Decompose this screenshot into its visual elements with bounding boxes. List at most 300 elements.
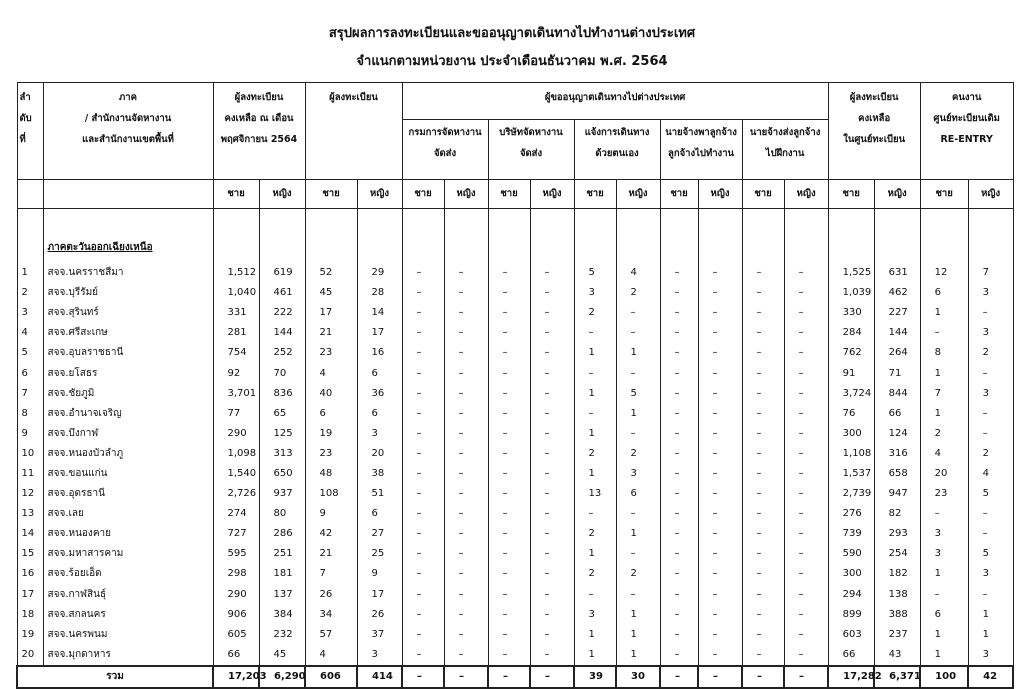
cell-value: – [698,404,742,424]
cell-value: 3 [920,524,968,544]
cell-value: 23 [920,484,968,504]
cell-value: 6 [616,484,660,504]
header-dept-line2: จัดส่ง [433,148,457,160]
cell-value: – [530,585,574,605]
cell-value: – [742,585,784,605]
cell-value: 181 [259,564,305,584]
cell-value: – [660,363,698,383]
cell-value: 45 [305,283,357,303]
row-number: 10 [17,444,43,464]
cell-value: – [784,625,828,645]
total-value: 17,203 [213,666,259,688]
cell-value: – [742,544,784,564]
cell-value: – [488,404,530,424]
cell-value: 2 [574,303,616,323]
cell-value: – [742,464,784,484]
cell-value: 1,039 [828,283,874,303]
cell-value: – [784,283,828,303]
cell-value: – [444,263,488,283]
cell-value: – [444,323,488,343]
cell-value: – [968,303,1013,323]
header-male: ชาย [305,180,357,209]
cell-value: 3 [574,283,616,303]
cell-value: – [488,343,530,363]
row-number: 19 [17,625,43,645]
cell-value: – [530,343,574,363]
header-empl-send-line1: นายจ้างส่งลูกจ้าง [749,127,821,139]
cell-value: 1,098 [213,444,259,464]
cell-value: – [742,343,784,363]
table-row [17,384,1013,404]
office-name: สจจ.อุดรธานี [43,484,213,504]
cell-value: 138 [874,585,920,605]
cell-value: 12 [920,263,968,283]
cell-value: 1,525 [828,263,874,283]
cell-value: 66 [213,645,259,666]
cell-value: – [660,384,698,404]
cell-value: 26 [305,585,357,605]
cell-value: – [402,585,444,605]
table-row [17,444,1013,464]
total-value: – [698,666,742,688]
cell-value: – [488,303,530,323]
cell-value: 281 [213,323,259,343]
cell-value: 4 [616,263,660,283]
row-number: 12 [17,484,43,504]
header-female: หญิง [444,180,488,209]
header-female: หญิง [259,180,305,209]
cell-value: 294 [828,585,874,605]
table-body [17,209,1013,666]
cell-value: 330 [828,303,874,323]
header-remaining-line3: พฤศจิกายน 2564 [220,134,298,145]
header-remaining-line2: คงเหลือ ณ เดือน [224,113,294,124]
cell-value: 7 [968,263,1013,283]
cell-value: – [920,323,968,343]
cell-value: 45 [259,645,305,666]
cell-value: – [698,343,742,363]
cell-value: 461 [259,283,305,303]
header-reentry [920,83,1013,180]
cell-value: – [660,404,698,424]
cell-value: – [742,504,784,524]
cell-value: – [742,303,784,323]
cell-value: – [660,625,698,645]
header-no-line3: ที่ [19,134,26,145]
cell-value: 9 [305,504,357,524]
header-female: หญิง [698,180,742,209]
cell-value: 5 [968,484,1013,504]
cell-value: 899 [828,605,874,625]
cell-value: – [784,504,828,524]
table-row [17,484,1013,504]
header-region-line1: ภาค [119,92,137,103]
cell-value: – [444,564,488,584]
cell-value: 21 [305,544,357,564]
cell-value: 1 [574,464,616,484]
cell-value: 6 [920,605,968,625]
cell-value: 4 [305,645,357,666]
cell-value: – [530,544,574,564]
cell-value: 1 [574,343,616,363]
cell-value: – [402,544,444,564]
cell-value: 264 [874,343,920,363]
cell-value: – [530,645,574,666]
header-empl-send-line2: ไปฝึกงาน [765,148,805,160]
cell-value: – [444,384,488,404]
cell-value: – [488,564,530,584]
cell-value: 21 [305,323,357,343]
cell-value: 388 [874,605,920,625]
cell-value: – [660,605,698,625]
cell-value: 754 [213,343,259,363]
cell-value: 298 [213,564,259,584]
cell-value: – [742,444,784,464]
sex-header-row [17,180,1013,209]
cell-value: 6 [357,404,402,424]
cell-value: 1 [616,645,660,666]
office-name: สจจ.มหาสารคาม [43,544,213,564]
cell-value: – [402,645,444,666]
cell-value: – [444,283,488,303]
header-female: หญิง [357,180,402,209]
header-remaining-center [828,83,920,180]
office-name: สจจ.เลย [43,504,213,524]
cell-value: – [574,585,616,605]
header-empl-take-line2: ลูกจ้างไปทำงาน [668,148,735,160]
cell-value: 1 [616,605,660,625]
total-value: 17,282 [828,666,874,688]
cell-value: – [444,524,488,544]
cell-value: 2,726 [213,484,259,504]
row-number: 7 [17,384,43,404]
header-male: ชาย [488,180,530,209]
cell-value: – [698,303,742,323]
total-value: – [784,666,828,688]
cell-value: 7 [920,384,968,404]
cell-value: – [488,625,530,645]
cell-value: 276 [828,504,874,524]
cell-value: – [530,444,574,464]
office-name: สจจ.ร้อยเอ็ด [43,564,213,584]
cell-value: – [742,283,784,303]
cell-value: 1 [574,645,616,666]
cell-value: 605 [213,625,259,645]
cell-value: – [660,323,698,343]
registration-table [16,82,1014,689]
header-region [43,83,213,180]
table-row [17,424,1013,444]
cell-value: – [968,404,1013,424]
row-number: 17 [17,585,43,605]
cell-value: – [444,605,488,625]
cell-value: – [698,323,742,343]
cell-value: – [742,263,784,283]
cell-value: – [488,424,530,444]
table-row [17,544,1013,564]
header-registered-label: ผู้ลงทะเบียน [329,92,378,103]
header-blank [17,180,43,209]
cell-value: – [488,363,530,383]
cell-value: – [488,464,530,484]
cell-value: – [530,464,574,484]
row-number: 11 [17,464,43,484]
cell-value: – [402,464,444,484]
cell-value: 52 [305,263,357,283]
cell-value: – [698,484,742,504]
cell-value: – [784,524,828,544]
cell-value: 3,724 [828,384,874,404]
cell-value: 1 [574,544,616,564]
cell-value: – [784,303,828,323]
table-row [17,625,1013,645]
cell-value: 108 [305,484,357,504]
cell-value: 232 [259,625,305,645]
cell-value: – [784,645,828,666]
cell-value: 300 [828,564,874,584]
cell-value: 6 [920,283,968,303]
header-company-send [488,120,574,180]
cell-value: – [530,384,574,404]
cell-value: – [530,263,574,283]
total-value: 6,371 [874,666,920,688]
cell-value: 16 [357,343,402,363]
cell-value: 619 [259,263,305,283]
office-name: สจจ.บุรีรัมย์ [43,283,213,303]
office-name: สจจ.อุบลราชธานี [43,343,213,363]
cell-value: – [742,323,784,343]
report-title: สรุปผลการลงทะเบียนและขออนุญาตเดินทางไปทำงานต่างประเทศ [328,26,696,41]
row-number: 8 [17,404,43,424]
cell-value: – [698,464,742,484]
table-row [17,363,1013,383]
cell-value: 1 [616,524,660,544]
row-number: 6 [17,363,43,383]
office-name: สจจ.สกลนคร [43,605,213,625]
cell-value: – [616,544,660,564]
cell-value: 331 [213,303,259,323]
cell-value: – [530,363,574,383]
cell-value: 27 [357,524,402,544]
cell-value: 82 [874,504,920,524]
cell-value: 3 [968,283,1013,303]
cell-value: – [444,303,488,323]
table-row [17,564,1013,584]
cell-value: 274 [213,504,259,524]
cell-value: – [530,424,574,444]
header-no-line2: ดับ [19,113,32,124]
cell-value: 65 [259,404,305,424]
cell-value: – [784,544,828,564]
table-row [17,585,1013,605]
cell-value: 1 [616,625,660,645]
cell-value: – [698,384,742,404]
cell-value: 1 [616,404,660,424]
cell-value: – [402,363,444,383]
cell-value: 25 [357,544,402,564]
cell-value: 1,108 [828,444,874,464]
cell-value: 222 [259,303,305,323]
cell-value: 144 [259,323,305,343]
cell-value: – [444,504,488,524]
header-dept-line1: กรมการจัดหางาน [408,127,482,139]
total-value: 6,290 [259,666,305,688]
header-dept-send [402,120,488,180]
cell-value: – [698,605,742,625]
cell-value: 1 [968,605,1013,625]
office-name: สจจ.หนองคาย [43,524,213,544]
cell-value: 5 [616,384,660,404]
cell-value: – [698,504,742,524]
cell-value: – [616,585,660,605]
total-value: – [444,666,488,688]
cell-value: – [444,444,488,464]
cell-value: 313 [259,444,305,464]
cell-value: 2 [616,564,660,584]
cell-value: 125 [259,424,305,444]
header-male: ชาย [828,180,874,209]
header-region-line2: / สำนักงานจัดหางาน [84,113,172,124]
cell-value: 2 [574,524,616,544]
cell-value: – [784,363,828,383]
office-name: สจจ.หนองบัวลำภู [43,444,213,464]
office-name: สจจ.นครพนม [43,625,213,645]
cell-value: – [616,424,660,444]
cell-value: – [920,504,968,524]
cell-value: 3 [968,323,1013,343]
cell-value: – [784,464,828,484]
total-row [17,666,1013,688]
cell-value: 28 [357,283,402,303]
cell-value: 3 [574,605,616,625]
cell-value: – [784,585,828,605]
cell-value: 2 [616,283,660,303]
cell-value: 17 [357,585,402,605]
header-center-line2: คงเหลือ [858,113,891,124]
table-row [17,464,1013,484]
cell-value: – [698,283,742,303]
row-number: 5 [17,343,43,363]
cell-value: 252 [259,343,305,363]
cell-value: 650 [259,464,305,484]
cell-value: 286 [259,524,305,544]
cell-value: 2 [920,424,968,444]
cell-value: – [968,585,1013,605]
cell-value: – [616,504,660,524]
cell-value: – [444,625,488,645]
row-number: 15 [17,544,43,564]
total-value: 42 [968,666,1013,688]
cell-value: – [742,404,784,424]
cell-value: 227 [874,303,920,323]
cell-value: 237 [874,625,920,645]
cell-value: 844 [874,384,920,404]
total-value: – [402,666,444,688]
cell-value: 17 [305,303,357,323]
cell-value: – [402,343,444,363]
cell-value: 3 [968,645,1013,666]
cell-value: – [698,564,742,584]
cell-value: 1 [920,625,968,645]
cell-value: – [402,404,444,424]
cell-value: 48 [305,464,357,484]
cell-value: 1,537 [828,464,874,484]
cell-value: 937 [259,484,305,504]
cell-value: – [784,484,828,504]
cell-value: 20 [920,464,968,484]
cell-value: 2 [968,343,1013,363]
cell-value: 254 [874,544,920,564]
header-remaining-prev [213,83,305,180]
region-row [17,233,1013,263]
total-value: – [530,666,574,688]
cell-value: 1 [920,363,968,383]
cell-value: 1 [920,303,968,323]
cell-value: 293 [874,524,920,544]
cell-value: – [488,585,530,605]
cell-value: – [698,424,742,444]
cell-value: 91 [828,363,874,383]
cell-value: 3 [968,564,1013,584]
cell-value: – [530,303,574,323]
header-employer-send [742,120,828,180]
cell-value: 14 [357,303,402,323]
cell-value: 38 [357,464,402,484]
cell-value: 836 [259,384,305,404]
cell-value: – [660,343,698,363]
cell-value: 42 [305,524,357,544]
cell-value: – [660,564,698,584]
cell-value: – [660,424,698,444]
cell-value: – [402,605,444,625]
cell-value: 4 [305,363,357,383]
header-female: หญิง [616,180,660,209]
cell-value: 17 [357,323,402,343]
cell-value: 1 [574,384,616,404]
cell-value: – [530,484,574,504]
cell-value: – [660,283,698,303]
cell-value: 1,540 [213,464,259,484]
table-row [17,504,1013,524]
cell-value: – [660,303,698,323]
row-number: 13 [17,504,43,524]
cell-value: 2 [968,444,1013,464]
cell-value: – [784,444,828,464]
cell-value: – [574,363,616,383]
cell-value: – [488,323,530,343]
row-number: 20 [17,645,43,666]
cell-value: 80 [259,504,305,524]
office-name: สจจ.นครราชสีมา [43,263,213,283]
cell-value: – [444,645,488,666]
cell-value: 603 [828,625,874,645]
cell-value: – [698,585,742,605]
cell-value: 70 [259,363,305,383]
office-name: สจจ.สุรินทร์ [43,303,213,323]
cell-value: – [784,424,828,444]
cell-value: – [488,645,530,666]
table-row [17,303,1013,323]
cell-value: – [742,645,784,666]
cell-value: – [742,524,784,544]
cell-value: 23 [305,444,357,464]
cell-value: 77 [213,404,259,424]
table-row [17,343,1013,363]
cell-value: – [660,585,698,605]
cell-value: 1 [920,645,968,666]
header-employer-take [660,120,742,180]
cell-value: – [444,363,488,383]
